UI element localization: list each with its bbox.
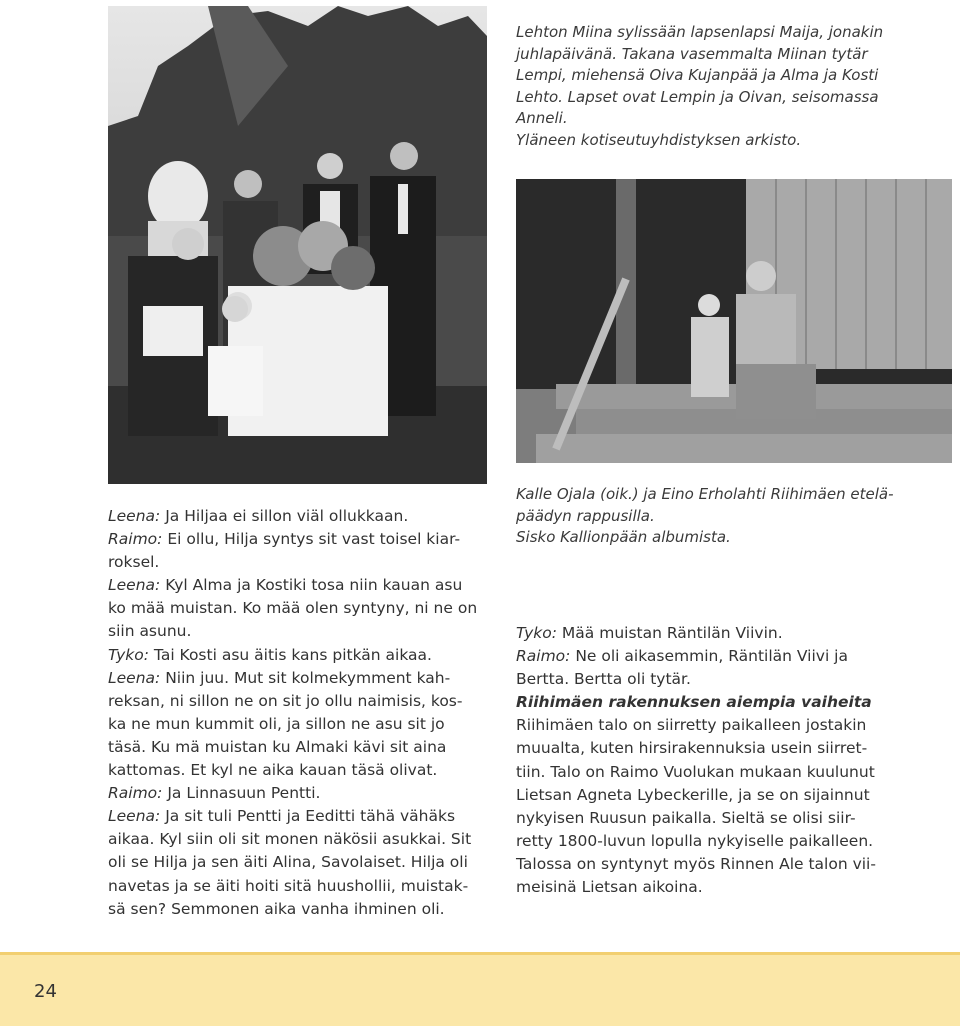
dialogue-line (108, 782, 492, 805)
line-text: Ja Linnasuun Pentti. (167, 784, 321, 803)
dialogue-line (108, 528, 492, 551)
line-text: Niin juu. Mut sit kolmekymment kah- (165, 668, 451, 687)
line-text: Ei ollu, Hilja syntys sit vast toisel kiar- (167, 530, 461, 549)
caption-line: juhlapäivänä. Takana vasemmalta Miinan tytär (516, 44, 868, 63)
dialogue-line (108, 828, 492, 851)
steps-photo (516, 179, 952, 463)
section-line: Talossa on syntynyt myös Rinnen Ale talon vii- (516, 854, 876, 873)
left-dialogue (108, 505, 492, 921)
line-text: roksel. (108, 553, 160, 572)
dialogue-line (108, 620, 492, 643)
page-number: 24 (34, 981, 57, 1002)
caption-line: Lempi, miehensä Oiva Kujanpää ja Alma ja Kosti (516, 66, 879, 84)
section-line: Lietsan Agneta Lybeckerille, ja se on sijainnut (516, 785, 870, 804)
line-text: Ne oli aikasemmin, Räntilän Viivi ja (575, 647, 848, 666)
speaker: Tyko: (516, 624, 557, 642)
section-line: retty 1800-luvun lopulla nykyiselle paikalleen. (516, 831, 874, 850)
line-text: ko mää muistan. Ko mää olen syntyny, ni ne on (108, 599, 478, 618)
dialogue-line (108, 736, 492, 759)
dialogue-line (516, 645, 900, 668)
line-text: ka ne mun kummit oli, ja sillon ne asu sit jo (108, 714, 445, 733)
caption-line: Lehton Miina sylissään lapsenlapsi Maija, jonakin (516, 23, 884, 41)
dialogue-line (108, 667, 492, 690)
dialogue-line (108, 597, 492, 620)
dialogue-line (516, 668, 900, 691)
line-text: täsä. Ku mä muistan ku Almaki kävi sit aina (108, 737, 447, 756)
speaker: Raimo: (108, 530, 163, 549)
section-line: muualta, kuten hirsirakennuksia usein siirret- (516, 739, 868, 758)
dialogue-line (108, 713, 492, 736)
line-text: Tai Kosti asu äitis kans pitkän aikaa. (153, 645, 432, 664)
dialogue-line (108, 690, 492, 713)
speaker: Raimo: (516, 647, 571, 666)
caption-line: päädyn rappusilla. (516, 506, 655, 525)
dialogue-line (108, 644, 492, 667)
dialogue-line (108, 551, 492, 574)
line-text: Ja Hiljaa ei sillon viäl ollukkaan. (165, 507, 409, 525)
right-column (516, 622, 900, 899)
speaker: Leena: (108, 576, 161, 595)
dialogue-line (108, 805, 492, 828)
speaker: Raimo: (108, 784, 163, 803)
section-line: nykyisen Ruusun paikalla. Sieltä se olisi siir- (516, 808, 856, 827)
speaker: Tyko: (108, 645, 149, 664)
photo-caption-mid (516, 484, 916, 549)
page-footer (0, 952, 960, 1026)
section-line: tiin. Talo on Raimo Vuolukan mukaan kuulunut (516, 762, 875, 781)
caption-line: Anneli. (516, 109, 568, 127)
caption-line: Lehto. Lapset ovat Lempin ja Oivan, seisomassa (516, 87, 879, 106)
line-text: reksan, ni sillon ne on sit jo ollu naimisis, kos- (108, 691, 463, 710)
photo-caption-top (516, 22, 896, 151)
dialogue-line (108, 505, 492, 528)
section-line: meisinä Lietsan aikoina. (516, 878, 703, 897)
speaker: Leena: (108, 807, 161, 826)
line-text: Ja sit tuli Pentti ja Eeditti tähä vähäks (165, 807, 456, 826)
dialogue-line (108, 759, 492, 782)
caption-line: Yläneen kotiseutuyhdistyksen arkisto. (516, 130, 802, 149)
dialogue-line (108, 898, 492, 921)
line-text: aikaa. Kyl siin oli sit monen näkösii asukkai. Sit (108, 830, 472, 849)
family-photo (108, 6, 487, 484)
line-text: siin asunu. (108, 622, 192, 641)
dialogue-line (108, 574, 492, 597)
line-text: oli se Hilja ja sen äiti Alina, Savolaiset. Hilja oli (108, 853, 468, 872)
section-heading: Riihimäen rakennuksen aiempia vaiheita (516, 693, 872, 712)
dialogue-line (516, 622, 900, 645)
speaker: Leena: (108, 507, 161, 525)
caption-line: Kalle Ojala (oik.) ja Eino Erholahti Riihimäen etelä- (516, 485, 894, 503)
dialogue-line (108, 875, 492, 898)
section-line: Riihimäen talo on siirretty paikalleen jostakin (516, 716, 867, 735)
line-text: kattomas. Et kyl ne aika kauan täsä olivat. (108, 761, 438, 780)
line-text: navetas ja se äiti hoiti sitä huushollii, muistak- (108, 876, 469, 895)
speaker: Leena: (108, 668, 161, 687)
caption-line: Sisko Kallionpään albumista. (516, 528, 731, 546)
line-text: Bertta. Bertta oli tytär. (516, 670, 691, 689)
line-text: Kyl Alma ja Kostiki tosa niin kauan asu (165, 576, 463, 595)
line-text: sä sen? Semmonen aika vanha ihminen oli. (108, 899, 445, 918)
dialogue-line (108, 851, 492, 874)
line-text: Mää muistan Räntilän Viivin. (561, 624, 783, 642)
